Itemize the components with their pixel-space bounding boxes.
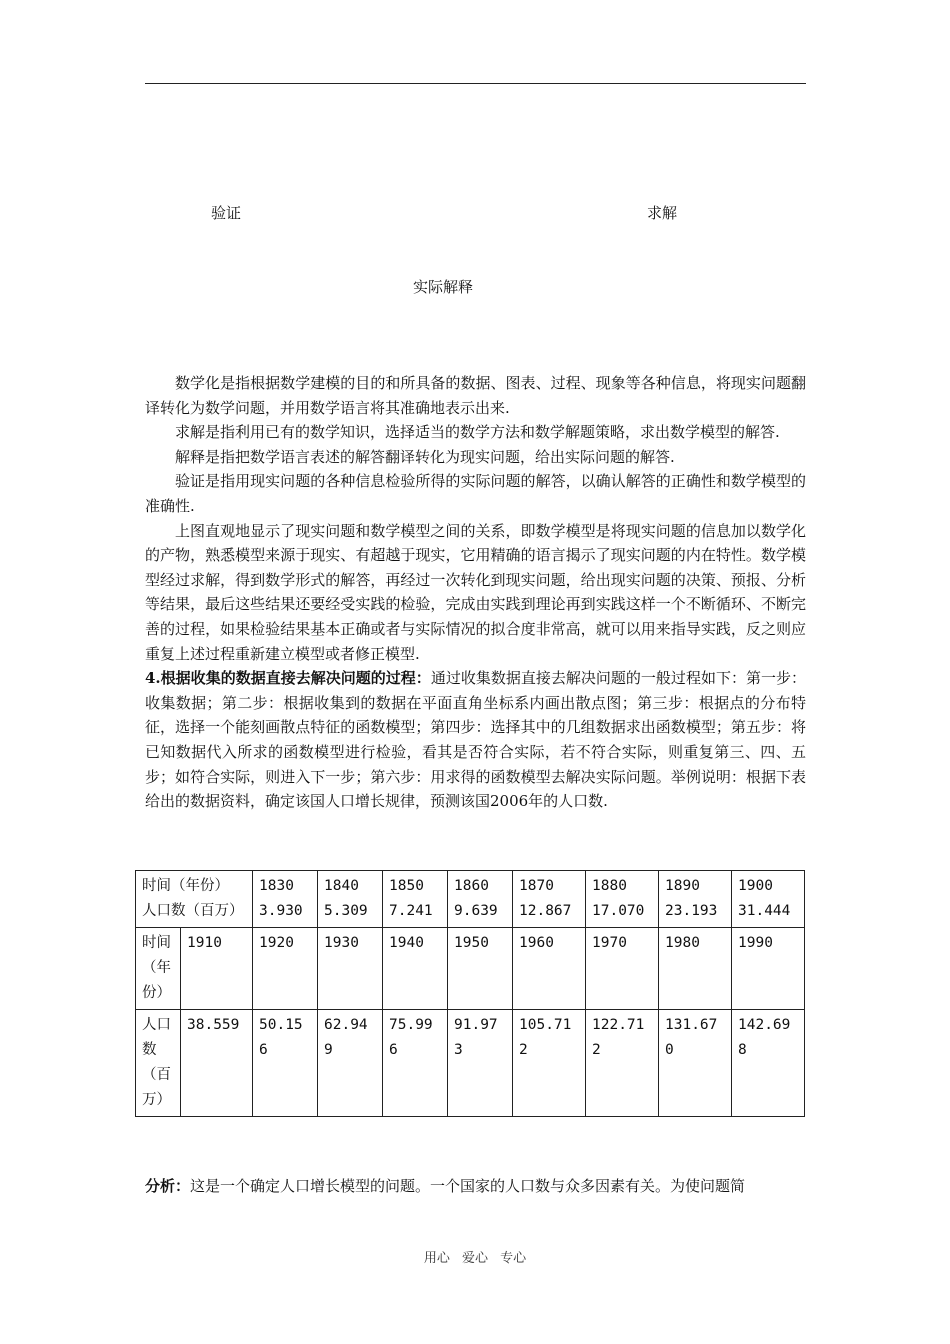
table-row bbox=[136, 871, 805, 928]
diagram-label-solve: 求解 bbox=[647, 204, 678, 222]
table-cell: 91.973 bbox=[448, 1010, 513, 1117]
table-cell: 105.712 bbox=[513, 1010, 586, 1117]
section-4-body: 通过收集数据直接去解决问题的一般过程如下：第一步：收集数据；第二步：根据收集到的数据在平面直角坐标系内画出散点图；第三步：根据点的分布特征，选择一个能刻画散点特征的函数模型；第四步：选择其中的几组数据求出函数模型；第五步：将已知数据代入所求的函数模型进行检验，看其是否符合实际，若不符合实际，则重复第三、四、五步；如符合实际，则进入下一步；第六步：用求得的函数模型去解决实际问题。举例说明：根据下表给出的数据资料，确定该国人口增长规律，预测该国2006年的人口数. bbox=[145, 669, 806, 811]
table-cell: 75.996 bbox=[383, 1010, 448, 1117]
table-cell: 131.670 bbox=[659, 1010, 732, 1117]
table-cell: 1830 3.930 bbox=[253, 871, 318, 928]
population-table bbox=[135, 870, 805, 1117]
table-cell: 1900 31.444 bbox=[732, 871, 805, 928]
table-cell: 1890 23.193 bbox=[659, 871, 732, 928]
diagram-label-verify: 验证 bbox=[211, 204, 242, 222]
row-label-population: 人口数（百万） bbox=[136, 1010, 181, 1117]
header-rule bbox=[145, 83, 806, 84]
analysis-line bbox=[145, 1174, 825, 1198]
table-cell: 142.698 bbox=[732, 1010, 805, 1117]
table-cell: 1950 bbox=[448, 928, 513, 1010]
table-row bbox=[136, 1010, 805, 1117]
table-cell: 1920 bbox=[253, 928, 318, 1010]
table-cell: 62.949 bbox=[318, 1010, 383, 1117]
table-cell: 1850 7.241 bbox=[383, 871, 448, 928]
table-cell: 1980 bbox=[659, 928, 732, 1010]
table-cell: 1990 bbox=[732, 928, 805, 1010]
paragraph-mathematization: 数学化是指根据数学建模的目的和所具备的数据、图表、过程、现象等各种信息，将现实问题翻译转化为数学问题，并用数学语言将其准确地表示出来. bbox=[145, 374, 806, 417]
table-cell: 1960 bbox=[513, 928, 586, 1010]
body-text bbox=[145, 371, 806, 814]
paragraph-solve: 求解是指利用已有的数学知识，选择适当的数学方法和数学解题策略，求出数学模型的解答. bbox=[175, 423, 780, 442]
header-time-label: 时间（年份） bbox=[142, 878, 229, 894]
section-4 bbox=[145, 666, 806, 814]
table-cell: 122.712 bbox=[586, 1010, 659, 1117]
analysis-label: 分析： bbox=[145, 1177, 191, 1195]
table-row bbox=[136, 928, 805, 1010]
paragraph-relationship: 上图直观地显示了现实问题和数学模型之间的关系，即数学模型是将现实问题的信息加以数学化的产物，熟悉模型来源于现实、有超越于现实，它用精确的语言揭示了现实问题的内在特性。数学模型经过求解，得到数学形式的解答，再经过一次转化到现实问题，给出现实问题的决策、预报、分析等结果，最后这些结果还要经受实践的检验，完成由实践到理论再到实践这样一个不断循环、不断完善的过程，如果检验结果基本正确或者与实际情况的拟合度非常高，就可以用来指导实践，反之则应重复上述过程重新建立模型或者修正模型. bbox=[145, 521, 806, 663]
analysis-text: 这是一个确定人口增长模型的问题。一个国家的人口数与众多因素有关。为使问题简 bbox=[190, 1177, 746, 1195]
section-4-heading: 4.根据收集的数据直接去解决问题的过程： bbox=[145, 669, 431, 688]
table-cell: 38.559 bbox=[181, 1010, 253, 1117]
table-header-cell bbox=[136, 871, 253, 928]
paragraph-verify: 验证是指用现实问题的各种信息检验所得的实际问题的解答，以确认解答的正确性和数学模型的准确性. bbox=[145, 472, 806, 515]
row-label-time: 时间（年份） bbox=[136, 928, 181, 1010]
header-population-label: 人口数（百万） bbox=[142, 903, 244, 919]
table-cell: 1870 12.867 bbox=[513, 871, 586, 928]
table-cell: 1880 17.070 bbox=[586, 871, 659, 928]
diagram-label-interpret: 实际解释 bbox=[413, 278, 474, 296]
page-footer: 用心 爱心 专心 bbox=[423, 1251, 527, 1266]
table-cell: 50.156 bbox=[253, 1010, 318, 1117]
table-cell: 1910 bbox=[181, 928, 253, 1010]
table-cell: 1970 bbox=[586, 928, 659, 1010]
table-cell: 1930 bbox=[318, 928, 383, 1010]
table-cell: 1840 5.309 bbox=[318, 871, 383, 928]
table-cell: 1860 9.639 bbox=[448, 871, 513, 928]
table-cell: 1940 bbox=[383, 928, 448, 1010]
paragraph-interpret: 解释是指把数学语言表述的解答翻译转化为现实问题，给出实际问题的解答. bbox=[175, 447, 675, 466]
